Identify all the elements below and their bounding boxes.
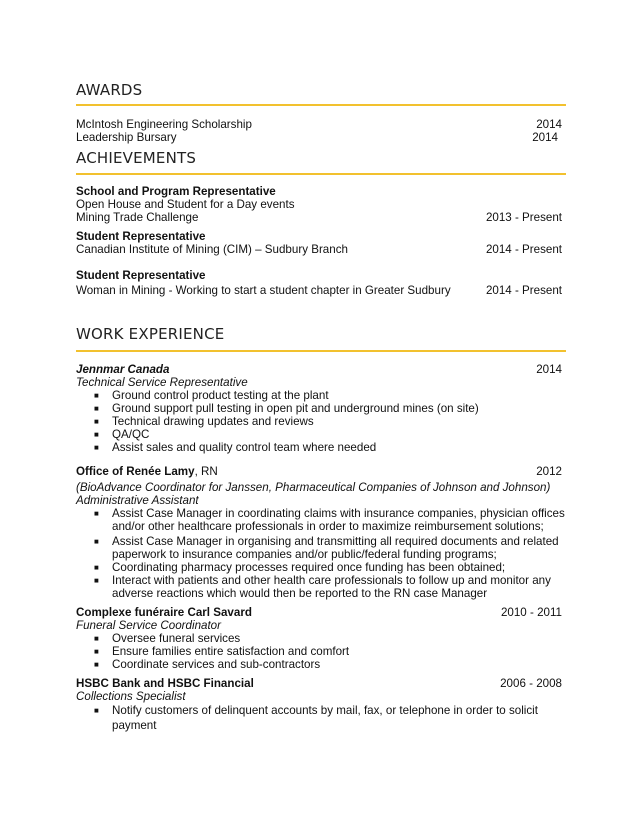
square-bullet-icon: ■: [94, 660, 99, 669]
square-bullet-icon: ■: [94, 647, 99, 656]
work-rule: [76, 350, 566, 352]
job-date: 2006 - 2008: [500, 677, 562, 690]
square-bullet-icon: ■: [94, 509, 99, 518]
square-bullet-icon: ■: [94, 404, 99, 413]
job-date: 2014: [536, 363, 562, 376]
achievement-title: School and Program Representative: [76, 185, 276, 198]
list-item: ■ Interact with patients and other health care professionals to follow up and monitor any: [94, 574, 551, 587]
square-bullet-icon: ■: [94, 706, 99, 715]
employer-name: Jennmar Canada: [76, 363, 170, 376]
list-item: ■ Ensure families entire satisfaction and comfort: [94, 645, 350, 658]
achievements-heading: ACHIEVEMENTS: [76, 149, 197, 167]
achievement-line: Open House and Student for a Day events: [76, 198, 295, 211]
achievement-line: Woman in Mining - Working to start a student chapter in Greater Sudbury: [76, 284, 451, 297]
list-item-continuation: paperwork to insurance companies and/or public/federal funding programs;: [112, 548, 497, 561]
square-bullet-icon: ■: [94, 391, 99, 400]
list-item: ■ Notify customers of delinquent accounts by mail, fax, or telephone in order to solicit: [94, 704, 538, 717]
list-item: ■ Coordinate services and sub-contractors: [94, 658, 321, 671]
list-item: ■ Coordinating pharmacy processes required once funding has been obtained;: [94, 561, 506, 574]
square-bullet-icon: ■: [94, 443, 99, 452]
list-item-continuation: and/or other healthcare professionals in order to maximize reimbursement solutions;: [112, 520, 544, 533]
list-item: ■ Assist Case Manager in organising and transmitting all required documents and related: [94, 535, 559, 548]
award-year: 2014: [536, 118, 562, 131]
award-year: 2014: [532, 131, 558, 144]
employer-name: Office of Renée Lamy, RN: [76, 465, 218, 478]
work-heading: WORK EXPERIENCE: [76, 325, 225, 343]
list-item: ■ Ground control product testing at the plant: [94, 389, 329, 402]
award-name: Leadership Bursary: [76, 131, 177, 144]
achievement-line: Mining Trade Challenge: [76, 211, 199, 224]
list-item: ■ Technical drawing updates and reviews: [94, 415, 314, 428]
list-item: ■ Assist sales and quality control team where needed: [94, 441, 377, 454]
list-item: ■ QA/QC: [94, 428, 150, 441]
square-bullet-icon: ■: [94, 634, 99, 643]
square-bullet-icon: ■: [94, 576, 99, 585]
achievement-line: Canadian Institute of Mining (CIM) – Sudbury Branch: [76, 243, 348, 256]
job-role: Administrative Assistant: [76, 494, 199, 507]
job-date: 2012: [536, 465, 562, 478]
job-role: Collections Specialist: [76, 690, 186, 703]
job-role: Funeral Service Coordinator: [76, 619, 221, 632]
employer-name: HSBC Bank and HSBC Financial: [76, 677, 254, 690]
square-bullet-icon: ■: [94, 417, 99, 426]
list-item: ■ Assist Case Manager in coordinating claims with insurance companies, physician offices: [94, 507, 565, 520]
list-item: ■ Oversee funeral services: [94, 632, 241, 645]
awards-heading: AWARDS: [76, 81, 143, 99]
list-item: ■ Ground support pull testing in open pit and underground mines (on site): [94, 402, 479, 415]
achievement-title: Student Representative: [76, 230, 206, 243]
list-item-continuation: adverse reactions which would then be reported to the RN case Manager: [112, 587, 488, 600]
list-item-continuation: payment: [112, 719, 157, 732]
job-role: Technical Service Representative: [76, 376, 248, 389]
square-bullet-icon: ■: [94, 537, 99, 546]
square-bullet-icon: ■: [94, 563, 99, 572]
award-name: McIntosh Engineering Scholarship: [76, 118, 252, 131]
achievement-title: Student Representative: [76, 269, 206, 282]
achievement-date: 2014 - Present: [485, 243, 562, 256]
job-role: (BioAdvance Coordinator for Janssen, Pharmaceutical Companies of Johnson and Johnson): [76, 481, 551, 494]
employer-name: Complexe funéraire Carl Savard: [76, 606, 252, 619]
awards-rule: [76, 104, 566, 106]
achievements-rule: [76, 173, 566, 175]
achievement-date: 2014 - Present: [485, 284, 562, 297]
job-date: 2010 - 2011: [500, 606, 562, 619]
square-bullet-icon: ■: [94, 430, 99, 439]
achievement-date: 2013 - Present: [485, 211, 562, 224]
